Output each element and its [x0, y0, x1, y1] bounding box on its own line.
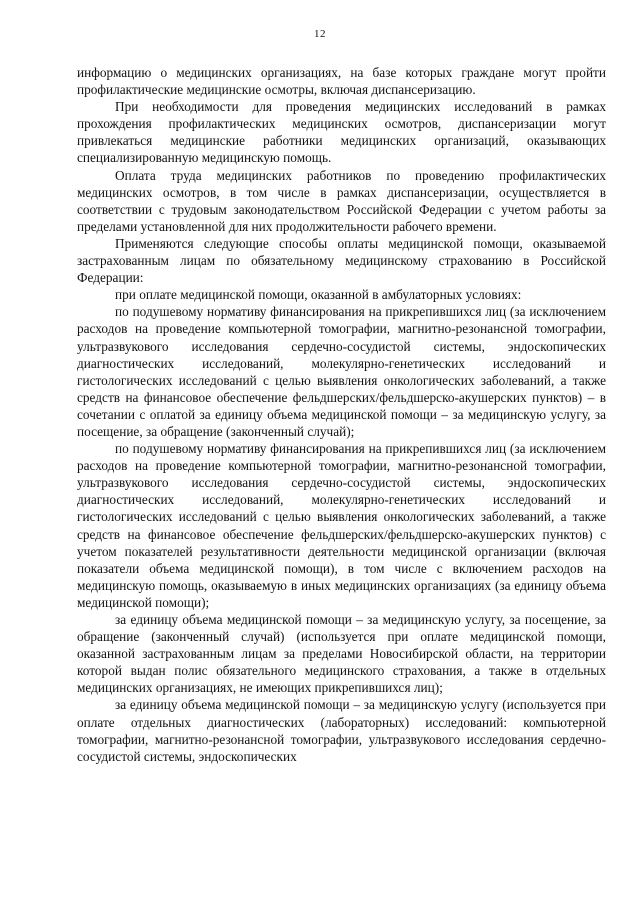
paragraph-6: по подушевому нормативу финансирования на прикрепившихся лиц (за исключением расходов на проведение компьютерной томографии, магнитно-резонансной томографии, ультразвукового исследования сердечно-сосудистой системы, эндоскопических диагностических исследований, молекулярно-генетических исследований и гистологических исследований с целью выявления онкологических заболеваний, а также средств на финансовое обеспечение фельдшерских/фельдшерско-акушерских пунктов) – в сочетании с оплатой за единицу объема медицинской помощи – за медицинскую услугу, за посещение, за обращение (законченный случай);	[77, 304, 606, 439]
body-text	[77, 64, 606, 765]
page-number: 12	[314, 28, 326, 40]
paragraph-5: при оплате медицинской помощи, оказанной в амбулаторных условиях:	[115, 287, 522, 303]
paragraph-4: Применяются следующие способы оплаты медицинской помощи, оказываемой застрахованным лицам по обязательному медицинскому страхованию в Российской Федерации:	[77, 235, 606, 286]
paragraph-8: за единицу объема медицинской помощи – за медицинскую услугу, за посещение, за обращение (законченный случай) (используется при оплате медицинской помощи, оказанной застрахованным лицам за пределами Новосибирской области, на территории которой выдан полис обязательного медицинского страхования, а также в отдельных медицинских организациях, не имеющих прикрепившихся лиц);	[77, 612, 606, 696]
paragraph-2: При необходимости для проведения медицинских исследований в рамках прохождения профилактических медицинских осмотров, диспансеризации могут привлекаться медицинские работники медицинских организаций, оказывающих специализированную медицинскую помощь.	[77, 99, 606, 166]
paragraph-1: информацию о медицинских организациях, на базе которых граждане могут пройти профилактические медицинские осмотры, включая диспансеризацию.	[77, 65, 606, 98]
paragraph-7: по подушевому нормативу финансирования на прикрепившихся лиц (за исключением расходов на проведение компьютерной томографии, магнитно-резонансной томографии, ультразвукового исследования сердечно-сосудистой системы, эндоскопических диагностических исследований, молекулярно-генетических исследований и гистологических исследований с целью выявления онкологических заболеваний, а также средств на финансовое обеспечение фельдшерских/фельдшерско-акушерских пунктов) с учетом показателей результативности деятельности медицинской организации (включая показатели объема медицинской помощи), в том числе с включением расходов на медицинскую помощь, оказываемую в иных медицинских организациях (за единицу объема медицинской помощи);	[77, 441, 606, 610]
paragraph-3: Оплата труда медицинских работников по проведению профилактических медицинских осмотров, в том числе в рамках диспансеризации, осуществляется в соответствии с трудовым законодательством Российской Федерации с учетом работы за пределами установленной для них продолжительности рабочего времени.	[77, 167, 606, 234]
paragraph-9: за единицу объема медицинской помощи – за медицинскую услугу (используется при оплате отдельных диагностических (лабораторных) исследований: компьютерной томографии, магнитно-резонансной томографии, ультразвукового исследования сердечно-сосудистой системы, эндоскопических	[77, 697, 606, 764]
